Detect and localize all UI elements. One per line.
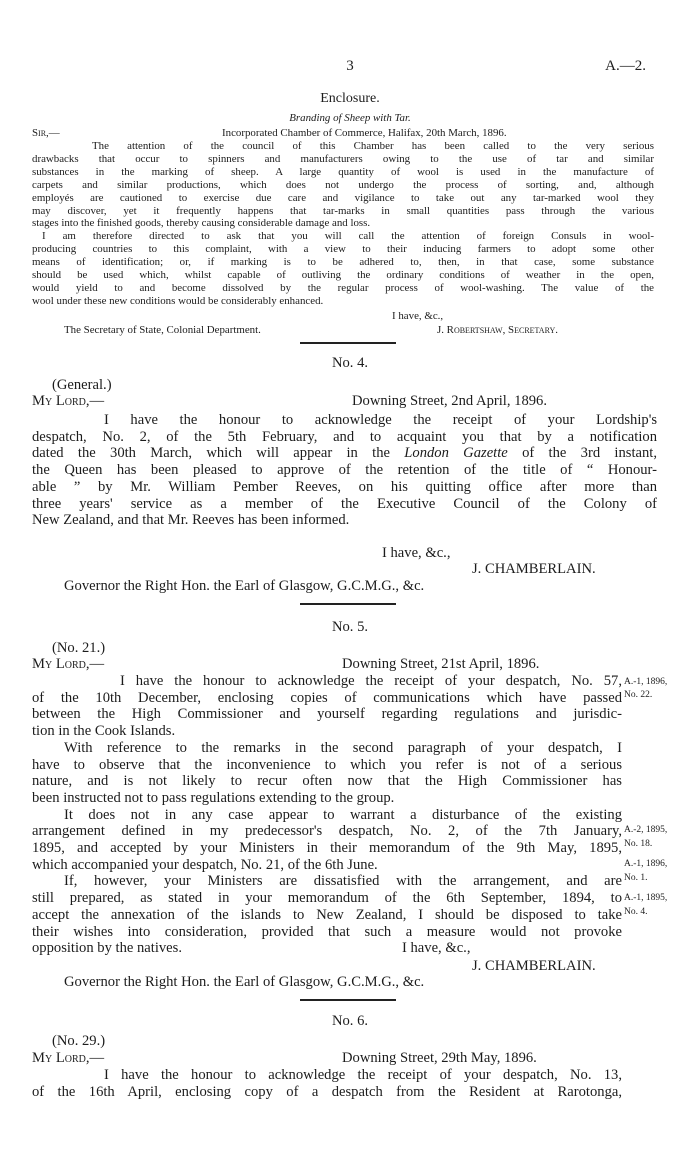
section-divider bbox=[300, 999, 396, 1001]
no5-addressee: Governor the Right Hon. the Earl of Glasgow, G.C.M.G., &c. bbox=[64, 974, 425, 990]
no4-salutation: My Lord,— bbox=[32, 393, 105, 409]
no5-salutation: My Lord,— bbox=[32, 656, 105, 672]
text-line: I have the honour to acknowledge the receipt of your despatch, No. 57, bbox=[120, 673, 622, 689]
text-line: producing countries to this complaint, with a view to their inducing farmers to adopt some other bbox=[32, 243, 654, 256]
text-line: between the High Commissioner and yourself regarding regulations and jurisdic- bbox=[32, 706, 622, 723]
text-line: should be used which, whilst capable of outliving the ordinary conditions of weather in the open, bbox=[32, 269, 654, 282]
no6-body bbox=[32, 1067, 622, 1100]
text-line: stages into the finished goods, thereby causing considerable damage and loss. bbox=[32, 217, 371, 230]
enclosure-salutation: Sir,— bbox=[32, 127, 60, 139]
text-line: I have the honour to acknowledge the receipt of your Lordship's bbox=[104, 412, 657, 428]
text-line: I am therefore directed to ask that you will call the attention of foreign Consuls in wool- bbox=[42, 230, 654, 243]
no6-dateline: Downing Street, 29th May, 1896. bbox=[342, 1050, 537, 1066]
text-line: The attention of the council of this Chamber has been called to the very serious bbox=[92, 140, 654, 152]
text-line: been instructed not to pass regulations extending to the group. bbox=[32, 789, 395, 806]
text-line: despatch, No. 2, of the 5th February, and to acquaint you that by a notification bbox=[32, 428, 657, 445]
no6-heading: No. 6. bbox=[331, 1013, 369, 1029]
text-line: means of identification; or, if marking is to be adhered to, then, in that case, some substance bbox=[32, 256, 654, 269]
text-line: dated the 30th March, which will appear in the London Gazette of the 3rd instant, bbox=[32, 445, 657, 462]
text-line: nature, and is not likely to recur often now that the High Commissioner has bbox=[32, 773, 622, 790]
text-line: would yield to and become dissolved by the regular process of wool-washing. The value of the bbox=[32, 281, 654, 294]
text-line: I have the honour to acknowledge the receipt of your despatch, No. 13, bbox=[104, 1067, 622, 1083]
text-line: tion in the Cook Islands. bbox=[32, 723, 176, 740]
text-line: 1895, and accepted by your Ministers in their memorandum of the 9th May, 1895, bbox=[32, 840, 622, 857]
margin-note: A.-1, 1896, bbox=[624, 859, 668, 869]
text-line: which accompanied your despatch, No. 21, of the 6th June. bbox=[32, 856, 378, 873]
enclosure-subheading: Branding of Sheep with Tar. bbox=[289, 112, 411, 124]
no5-category: (No. 21.) bbox=[52, 640, 106, 656]
enclosure-addressee: The Secretary of State, Colonial Department. bbox=[64, 324, 261, 336]
no5-dateline: Downing Street, 21st April, 1896. bbox=[342, 656, 540, 672]
no5-body bbox=[32, 673, 622, 957]
margin-note: No. 22. bbox=[624, 690, 653, 700]
text-line: of the 10th December, enclosing copies of communications which have passed bbox=[32, 689, 622, 706]
text-line: It does not in any case appear to warrant a disturbance of the existing bbox=[64, 806, 622, 823]
no4-category: (General.) bbox=[52, 377, 112, 393]
text-line: still prepared, as stated in your memorandum of the 6th September, 1894, to bbox=[32, 890, 622, 907]
text-line: able ” by Mr. William Pember Reeves, on his quitting office after more than bbox=[32, 478, 657, 495]
text-line: carpets and similar productions, which does not undergo the process of sorting, and, although bbox=[32, 178, 654, 191]
text-line: their wishes into consideration, provided that such a measure would not provoke bbox=[32, 923, 622, 940]
margin-note: No. 18. bbox=[624, 839, 653, 849]
no4-heading: No. 4. bbox=[331, 355, 369, 371]
text-line: may discover, yet it frequently happens that tar-marks in small quantities pass through the various bbox=[32, 204, 654, 217]
margin-note: No. 1. bbox=[624, 873, 648, 883]
enclosure-closing: I have, &c., bbox=[392, 310, 444, 322]
text-line: accept the annexation of the islands to New Zealand, I should be disposed to take bbox=[32, 906, 622, 923]
no4-signature: J. CHAMBERLAIN. bbox=[472, 561, 596, 577]
enclosure-heading: Enclosure. bbox=[320, 91, 380, 106]
text-line: wool under these new conditions would be considerably enhanced. bbox=[32, 294, 324, 307]
text-line: New Zealand, and that Mr. Reeves has been informed. bbox=[32, 512, 350, 529]
text-line: If, however, your Ministers are dissatisfied with the arrangement, and are bbox=[64, 873, 622, 890]
page-number: 3 bbox=[346, 58, 354, 74]
text-line: three years' service as a member of the Executive Council of the Colony of bbox=[32, 495, 657, 512]
text-line: employés are cautioned to exercise due care and vigilance to take out any tar-marked wool they bbox=[32, 191, 654, 204]
section-divider bbox=[300, 342, 396, 344]
text-line: of the 16th April, enclosing copy of a despatch from the Resident at Rarotonga, bbox=[32, 1083, 622, 1100]
section-divider bbox=[300, 603, 396, 605]
no4-body bbox=[32, 412, 657, 529]
no5-closing: I have, &c., bbox=[402, 940, 471, 956]
no5-signature: J. CHAMBERLAIN. bbox=[472, 958, 596, 974]
text-line: With reference to the remarks in the second paragraph of your despatch, I bbox=[64, 739, 622, 756]
italic-title: London Gazette bbox=[404, 445, 508, 462]
no6-category: (No. 29.) bbox=[52, 1033, 106, 1049]
no4-closing: I have, &c., bbox=[382, 545, 451, 561]
no4-addressee: Governor the Right Hon. the Earl of Glasgow, G.C.M.G., &c. bbox=[64, 578, 425, 594]
text-line: the Queen has been pleased to approve of the retention of the title of “ Honour- bbox=[32, 462, 657, 479]
enclosure-body bbox=[32, 140, 654, 308]
text-line: drawbacks that occur to spinners and manufacturers owing to the use of tar and similar bbox=[32, 152, 654, 165]
margin-note: A.-1, 1896, bbox=[624, 677, 668, 687]
text-line: opposition by the natives. bbox=[32, 940, 182, 957]
margin-note: A.-1, 1895, bbox=[624, 893, 668, 903]
no5-heading: No. 5. bbox=[331, 619, 369, 635]
text-line: substances in the marking of sheep. A large quantity of wool is used in the manufacture of bbox=[32, 165, 654, 178]
text-line: arrangement defined in my predecessor's despatch, No. 2, of the 7th January, bbox=[32, 823, 622, 840]
no6-salutation: My Lord,— bbox=[32, 1050, 105, 1066]
enclosure-signature: J. Robertshaw, Secretary. bbox=[437, 324, 558, 336]
text-line: have to observe that the inconvenience to which you refer is not of a serious bbox=[32, 756, 622, 773]
no4-dateline: Downing Street, 2nd April, 1896. bbox=[352, 393, 547, 409]
paper-reference: A.—2. bbox=[605, 58, 646, 74]
enclosure-dateline: Incorporated Chamber of Commerce, Halifax, 20th March, 1896. bbox=[222, 127, 507, 139]
margin-note: A.-2, 1895, bbox=[624, 825, 668, 835]
margin-note: No. 4. bbox=[624, 907, 648, 917]
